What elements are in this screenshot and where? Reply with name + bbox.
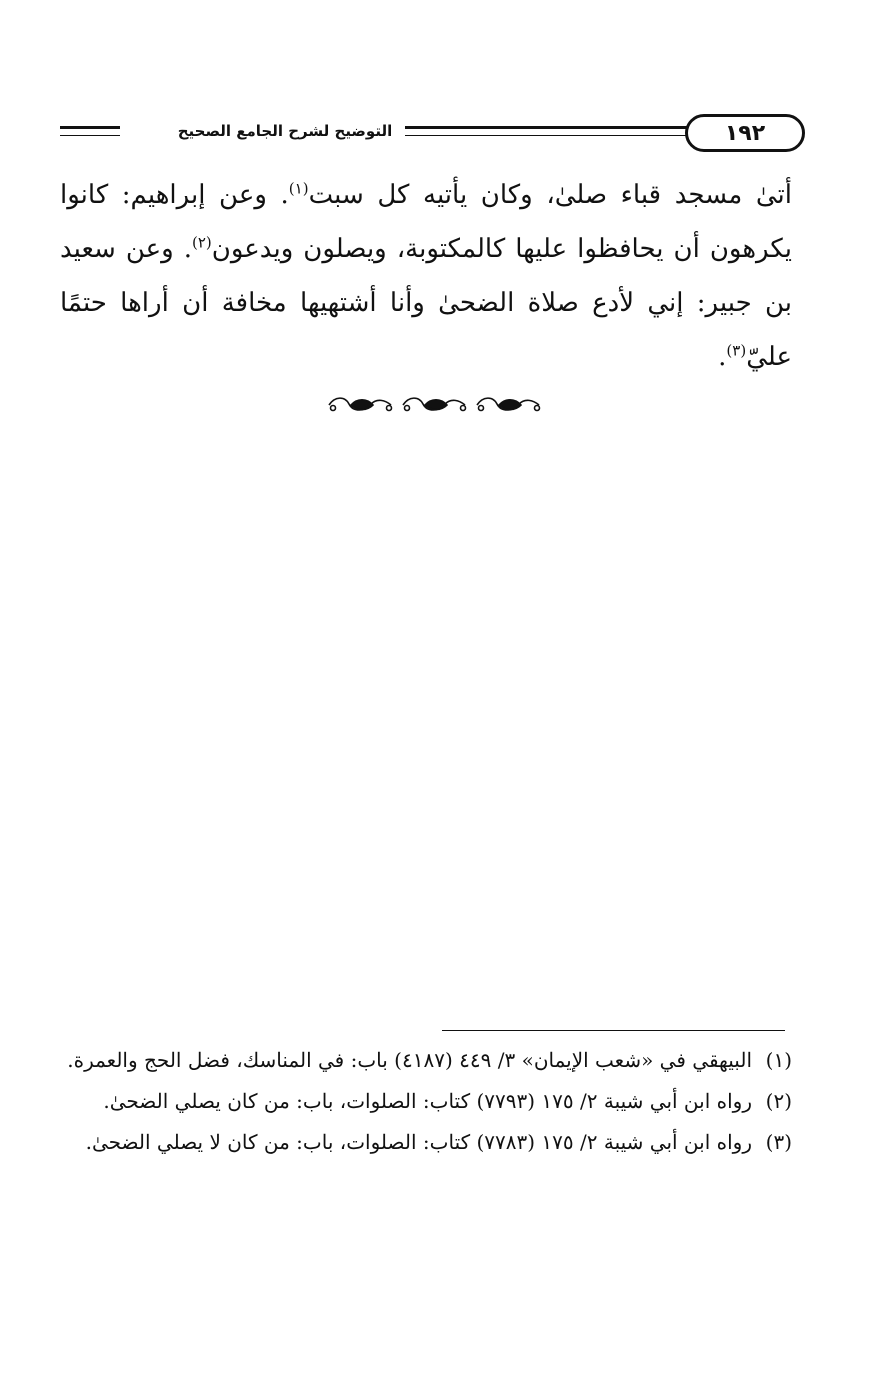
section-divider-ornament [325,392,545,418]
footnote-ref-1: (١) [288,179,309,198]
page-number: ١٩٢ [685,114,805,152]
footnote-number: (٣) [765,1130,792,1154]
text-segment-3: . وعن سعيد بن جبير: إني لأدع صلاة الضحىٰ وأنا أشتهيها مخافة أن أراها حتمًا عليّ [60,234,792,372]
main-text [60,168,792,384]
footnote-text: البيهقي في «شعب الإيمان» ٣/ ٤٤٩ (٤١٨٧) باب: في المناسك، فضل الحج والعمرة. [67,1048,752,1072]
footnote-ref-3: (٣) [726,341,747,360]
header-rule-middle-thin [405,135,695,136]
header-rule-middle [405,126,695,129]
footnote-2 [65,1083,792,1120]
text-segment-2: . وعن إبراهيم: كانوا يكرهون أن يحافظوا عليها كالمكتوبة، ويصلون ويدعون [60,180,792,264]
header-rule-left-thin [60,135,120,136]
header-rule-left [60,126,120,129]
text-segment-1: أتىٰ مسجد قباء صلىٰ، وكان يأتيه كل سبت [308,180,792,210]
page-header [60,108,800,158]
footnotes [65,1042,792,1165]
footnote-number: (١) [765,1048,792,1072]
running-head-title: التوضيح لشرح الجامع الصحيح [175,122,395,140]
footnote-1 [65,1042,792,1079]
footnote-number: (٢) [765,1089,792,1113]
text-segment-4: . [718,342,727,372]
footnote-text: رواه ابن أبي شيبة ٢/ ١٧٥ (٧٧٨٣) كتاب: الصلوات، باب: من كان لا يصلي الضحىٰ. [85,1130,752,1154]
footnote-ref-2: (٢) [191,233,212,252]
footnote-text: رواه ابن أبي شيبة ٢/ ١٧٥ (٧٧٩٣) كتاب: الصلوات، باب: من كان يصلي الضحىٰ. [103,1089,752,1113]
footnote-separator [442,1030,785,1031]
footnote-3 [65,1124,792,1161]
body-paragraph [60,168,792,384]
